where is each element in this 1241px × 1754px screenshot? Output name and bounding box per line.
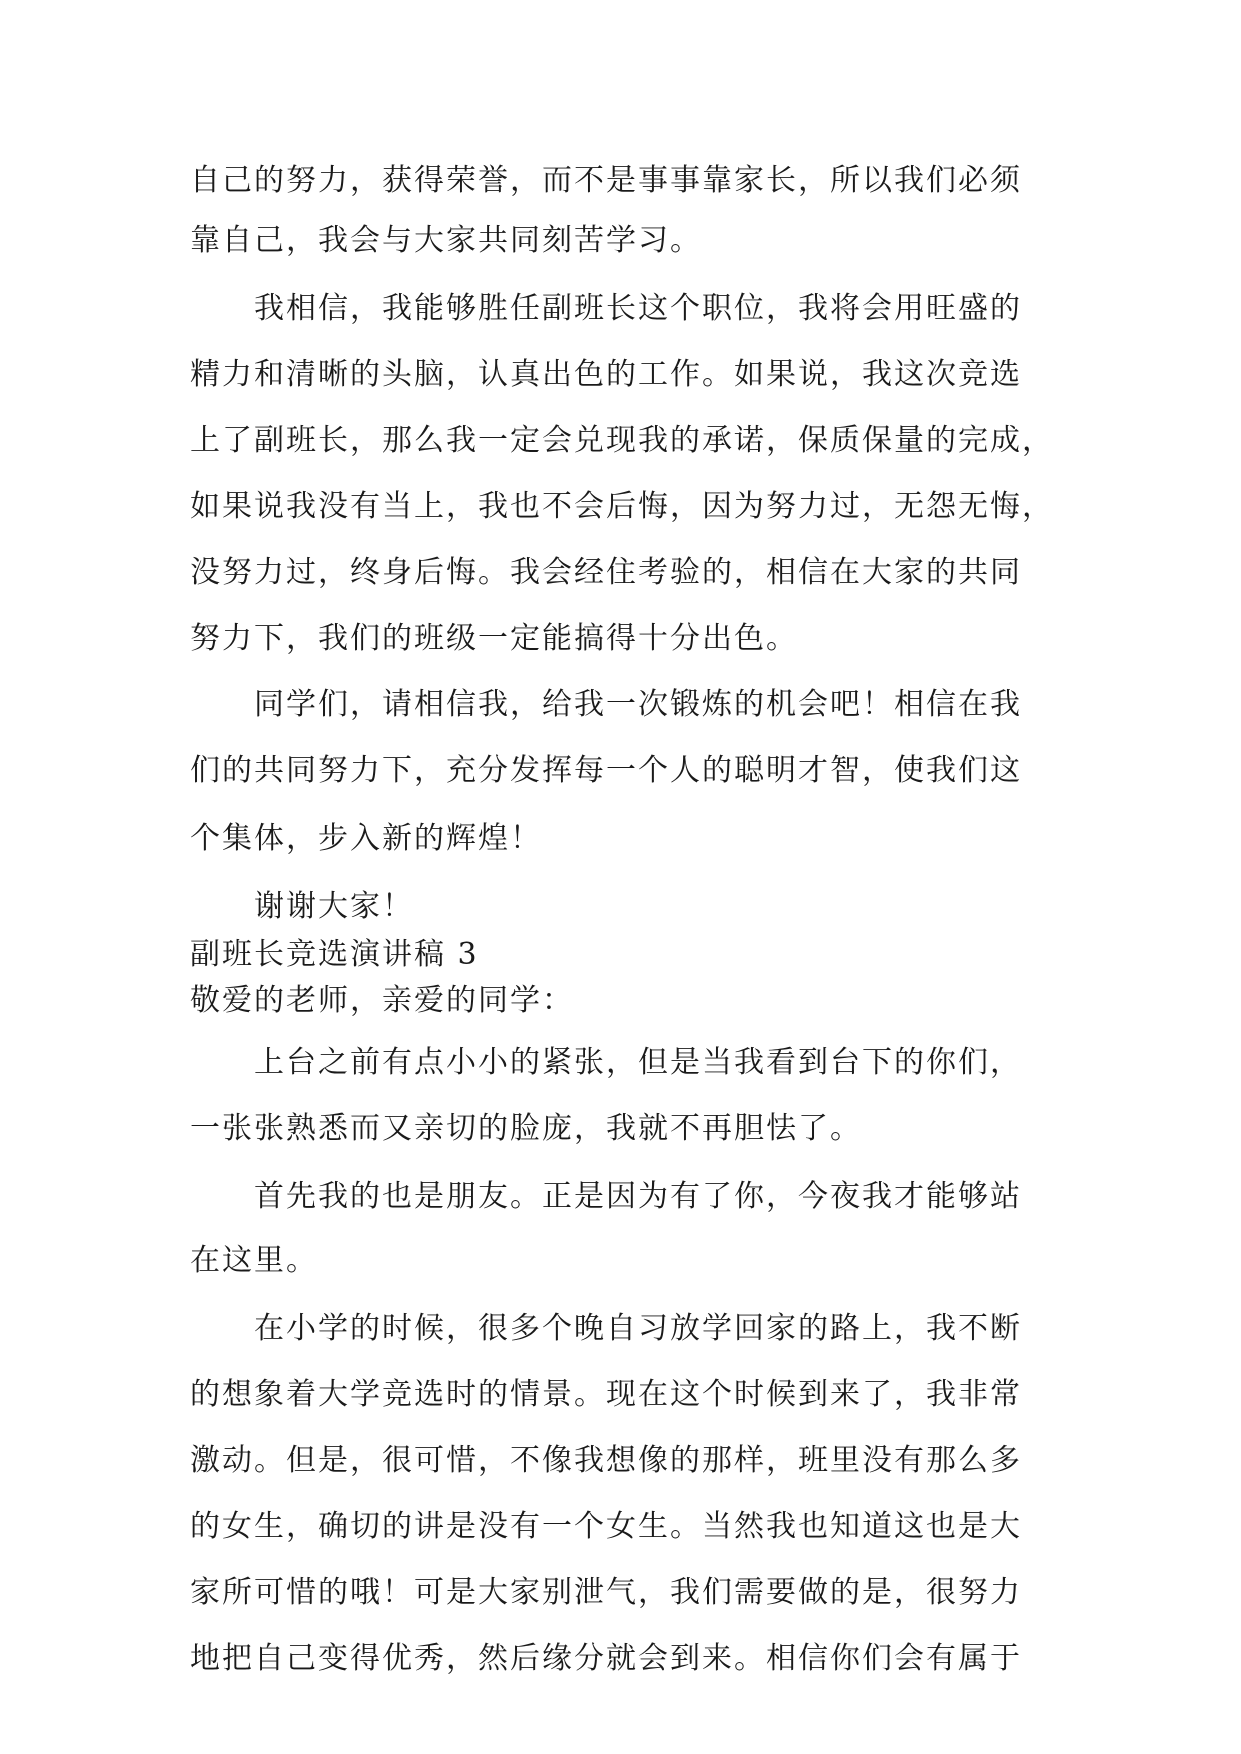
paragraph-start: 同学们，请相信我，给我一次锻炼的机会吧！相信在我 — [254, 687, 1022, 722]
text-line: 上了副班长，那么我一定会兑现我的承诺，保质保量的完成， — [190, 423, 1054, 458]
text-line: 精力和清晰的头脑，认真出色的工作。如果说，我这次竞选 — [190, 357, 1022, 392]
salutation: 敬爱的老师，亲爱的同学： — [190, 983, 574, 1018]
text-line: 个集体，步入新的辉煌！ — [190, 821, 542, 856]
text-line: 们的共同努力下，充分发挥每一个人的聪明才智，使我们这 — [190, 753, 1022, 788]
text-line: 靠自己，我会与大家共同刻苦学习。 — [190, 223, 702, 258]
document-body — [190, 160, 1055, 1680]
closing-line: 谢谢大家！ — [254, 889, 414, 924]
paragraph-start: 我相信，我能够胜任副班长这个职位，我将会用旺盛的 — [254, 291, 1022, 326]
section-heading: 副班长竞选演讲稿 3 — [190, 937, 479, 972]
text-line: 的女生，确切的讲是没有一个女生。当然我也知道这也是大 — [190, 1509, 1022, 1544]
text-line: 地把自己变得优秀，然后缘分就会到来。相信你们会有属于 — [190, 1641, 1022, 1676]
text-line: 在这里。 — [190, 1243, 318, 1278]
paragraph-start: 在小学的时候，很多个晚自习放学回家的路上，我不断 — [254, 1311, 1022, 1346]
text-line: 家所可惜的哦！可是大家别泄气，我们需要做的是，很努力 — [190, 1575, 1022, 1610]
text-line: 努力下，我们的班级一定能搞得十分出色。 — [190, 621, 798, 656]
paragraph-start: 首先我的也是朋友。正是因为有了你，今夜我才能够站 — [254, 1179, 1022, 1214]
text-line: 没努力过，终身后悔。我会经住考验的，相信在大家的共同 — [190, 555, 1022, 590]
text-line: 激动。但是，很可惜，不像我想像的那样，班里没有那么多 — [190, 1443, 1022, 1478]
text-line: 的想象着大学竞选时的情景。现在这个时候到来了，我非常 — [190, 1377, 1022, 1412]
text-line: 如果说我没有当上，我也不会后悔，因为努力过，无怨无悔， — [190, 489, 1054, 524]
text-line: 自己的努力，获得荣誉，而不是事事靠家长，所以我们必须 — [190, 163, 1022, 198]
text-line: 一张张熟悉而又亲切的脸庞，我就不再胆怯了。 — [190, 1111, 862, 1146]
paragraph-start: 上台之前有点小小的紧张，但是当我看到台下的你们， — [254, 1045, 1022, 1080]
